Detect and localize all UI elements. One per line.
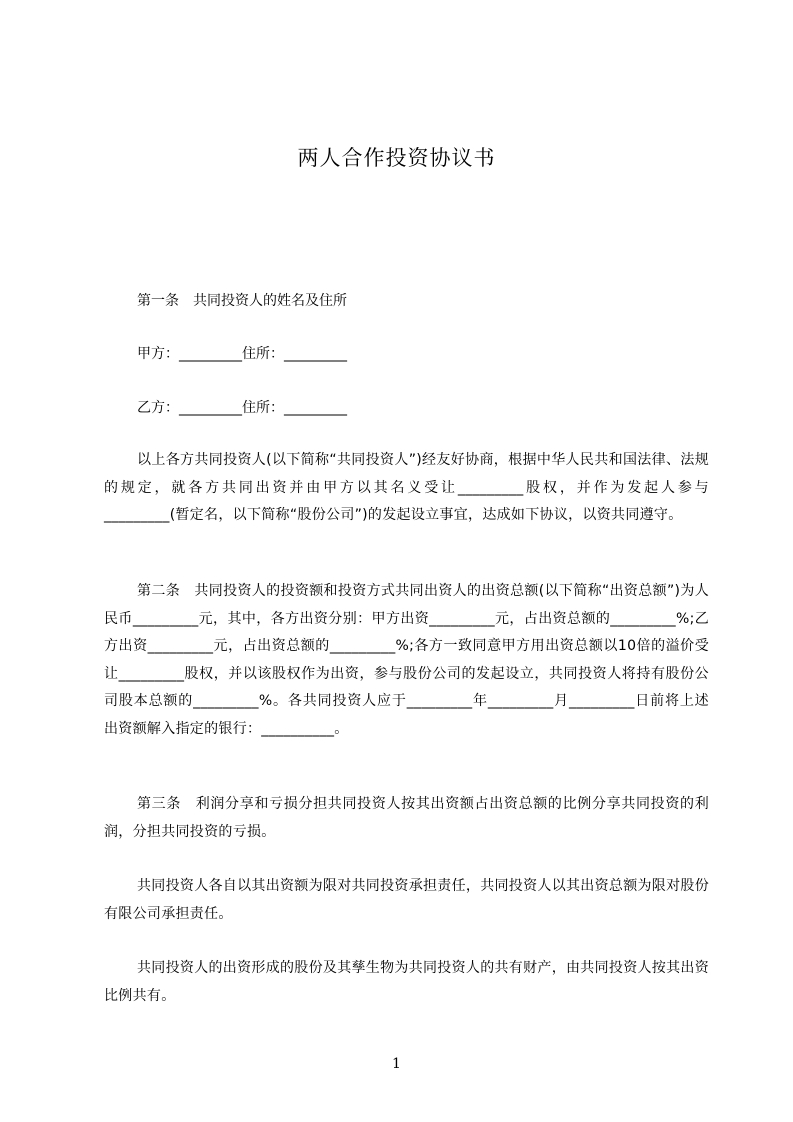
preamble-paragraph: 以上各方共同投资人(以下简称“共同投资人”)经友好协商，根据中华人民共和国法律、法规的规定，就各方共同出资并由甲方以其名义受让_________股权，并作为发起人参与_________(暂定名，以下简称“股份公司”)的发起设立事宜，达成如下协议，以资共同遵守。 xyxy=(104,452,709,523)
article-1-heading: 第一条 共同投资人的姓名及住所 xyxy=(137,293,347,309)
party-a-line: 甲方：_________住所：_________ xyxy=(137,346,347,362)
party-b-line: 乙方：_________住所：_________ xyxy=(137,400,347,416)
article-2-paragraph: 第二条 共同投资人的投资额和投资方式共同出资人的出资总额(以下简称“出资总额”)为人民币_________元，其中，各方出资分别：甲方出资_________元，占出资总额的_________%;乙方出资_________元，占出资总额的_________%;各方一致同意甲方用出资总额以10倍的溢价受让_________股权，并以该股权作为出资，参与股份公司的发起设立，共同投资人将持有股份公司股本总额的_________%。各共同投资人应于_________年_________月_________日前将上述出资额解入指定的银行：__________。 xyxy=(104,583,709,737)
page-number: 1 xyxy=(392,1056,401,1072)
article-3-paragraph: 第三条 利润分享和亏损分担共同投资人按其出资额占出资总额的比例分享共同投资的利润，分担共同投资的亏损。 xyxy=(104,796,709,840)
joint-property-paragraph: 共同投资人的出资形成的股份及其孳生物为共同投资人的共有财产，由共同投资人按其出资比例共有。 xyxy=(104,960,709,1004)
document-title: 两人合作投资协议书 xyxy=(297,146,496,170)
liability-paragraph: 共同投资人各自以其出资额为限对共同投资承担责任，共同投资人以其出资总额为限对股份有限公司承担责任。 xyxy=(104,878,709,922)
